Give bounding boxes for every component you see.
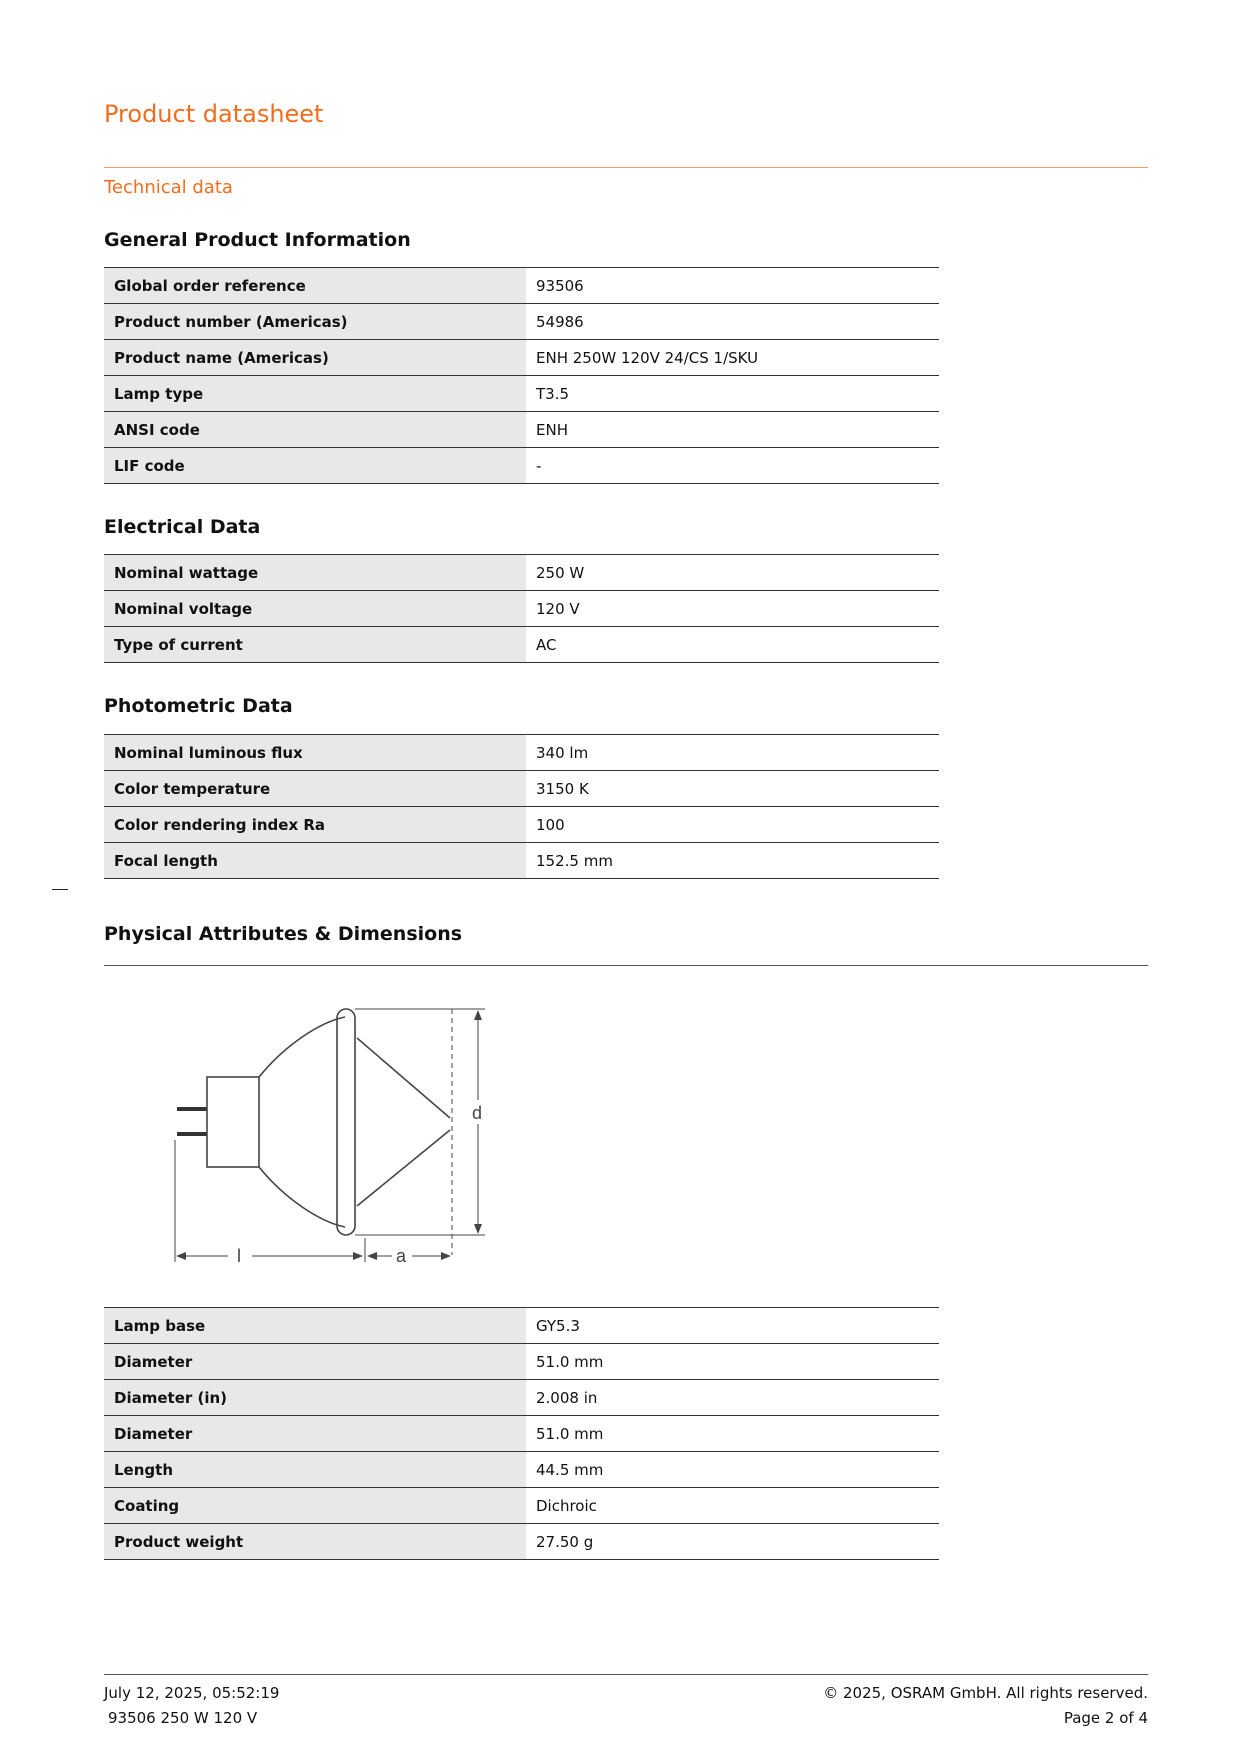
table-row: [104, 555, 939, 591]
row-label: Color rendering index Ra: [104, 807, 526, 843]
row-value: 27.50 g: [526, 1524, 939, 1560]
table-row: [104, 1308, 939, 1344]
table-row: [104, 1488, 939, 1524]
row-label: Diameter: [104, 1344, 526, 1380]
table-row: [104, 1344, 939, 1380]
section-heading-general: General Product Information: [104, 229, 411, 251]
footer-product-ref: 93506 250 W 120 V: [108, 1709, 258, 1727]
section-heading-photometric: Photometric Data: [104, 695, 293, 717]
dimension-label-a: a: [396, 1246, 407, 1266]
table-row: [104, 771, 939, 807]
table-row: [104, 448, 939, 484]
row-label: Product number (Americas): [104, 304, 526, 340]
page-title: Product datasheet: [104, 100, 324, 128]
row-value: ENH: [526, 412, 939, 448]
dimension-label-l: l: [237, 1246, 241, 1266]
row-label: LIF code: [104, 448, 526, 484]
table-row: [104, 1380, 939, 1416]
table-row: [104, 735, 939, 771]
table-row: [104, 591, 939, 627]
general-info-table: [104, 267, 939, 484]
row-value: AC: [526, 627, 939, 663]
photometric-data-table: [104, 734, 939, 879]
row-label: Type of current: [104, 627, 526, 663]
row-label: Lamp base: [104, 1308, 526, 1344]
row-label: Product weight: [104, 1524, 526, 1560]
table-row: [104, 843, 939, 879]
section-heading-physical: Physical Attributes & Dimensions: [104, 923, 463, 945]
row-value: -: [526, 448, 939, 484]
row-label: Global order reference: [104, 268, 526, 304]
margin-mark: [52, 889, 68, 890]
footer-page-number: Page 2 of 4: [1063, 1709, 1148, 1727]
table-row: [104, 1524, 939, 1560]
table-row: [104, 807, 939, 843]
row-label: Focal length: [104, 843, 526, 879]
page-subtitle: Technical data: [104, 177, 233, 198]
row-label: Diameter: [104, 1416, 526, 1452]
row-value: 120 V: [526, 591, 939, 627]
row-value: GY5.3: [526, 1308, 939, 1344]
footer-datetime: July 12, 2025, 05:52:19: [104, 1684, 280, 1702]
row-value: ENH 250W 120V 24/CS 1/SKU: [526, 340, 939, 376]
row-value: 340 lm: [526, 735, 939, 771]
row-value: T3.5: [526, 376, 939, 412]
row-value: Dichroic: [526, 1488, 939, 1524]
row-value: 100: [526, 807, 939, 843]
row-value: 54986: [526, 304, 939, 340]
row-value: 93506: [526, 268, 939, 304]
row-value: 152.5 mm: [526, 843, 939, 879]
section-heading-electrical: Electrical Data: [104, 516, 261, 538]
footer-copyright: © 2025, OSRAM GmbH. All rights reserved.: [823, 1684, 1148, 1702]
table-row: [104, 268, 939, 304]
table-row: [104, 1416, 939, 1452]
row-label: Length: [104, 1452, 526, 1488]
table-row: [104, 412, 939, 448]
table-row: [104, 1452, 939, 1488]
row-label: Nominal wattage: [104, 555, 526, 591]
row-value: 3150 K: [526, 771, 939, 807]
dimension-label-d: d: [472, 1103, 483, 1123]
title-divider: [104, 167, 1148, 168]
physical-data-table: [104, 1307, 939, 1560]
footer-divider: [104, 1674, 1148, 1675]
lamp-dimension-drawing: [160, 1000, 500, 1270]
row-value: 51.0 mm: [526, 1416, 939, 1452]
row-value: 2.008 in: [526, 1380, 939, 1416]
electrical-data-table: [104, 554, 939, 663]
row-value: 44.5 mm: [526, 1452, 939, 1488]
row-label: Diameter (in): [104, 1380, 526, 1416]
row-label: Nominal voltage: [104, 591, 526, 627]
row-label: Product name (Americas): [104, 340, 526, 376]
row-value: 250 W: [526, 555, 939, 591]
table-row: [104, 376, 939, 412]
row-label: Lamp type: [104, 376, 526, 412]
row-label: Coating: [104, 1488, 526, 1524]
table-row: [104, 627, 939, 663]
table-row: [104, 304, 939, 340]
row-label: Color temperature: [104, 771, 526, 807]
row-label: ANSI code: [104, 412, 526, 448]
physical-divider: [104, 965, 1148, 966]
row-value: 51.0 mm: [526, 1344, 939, 1380]
table-row: [104, 340, 939, 376]
row-label: Nominal luminous flux: [104, 735, 526, 771]
